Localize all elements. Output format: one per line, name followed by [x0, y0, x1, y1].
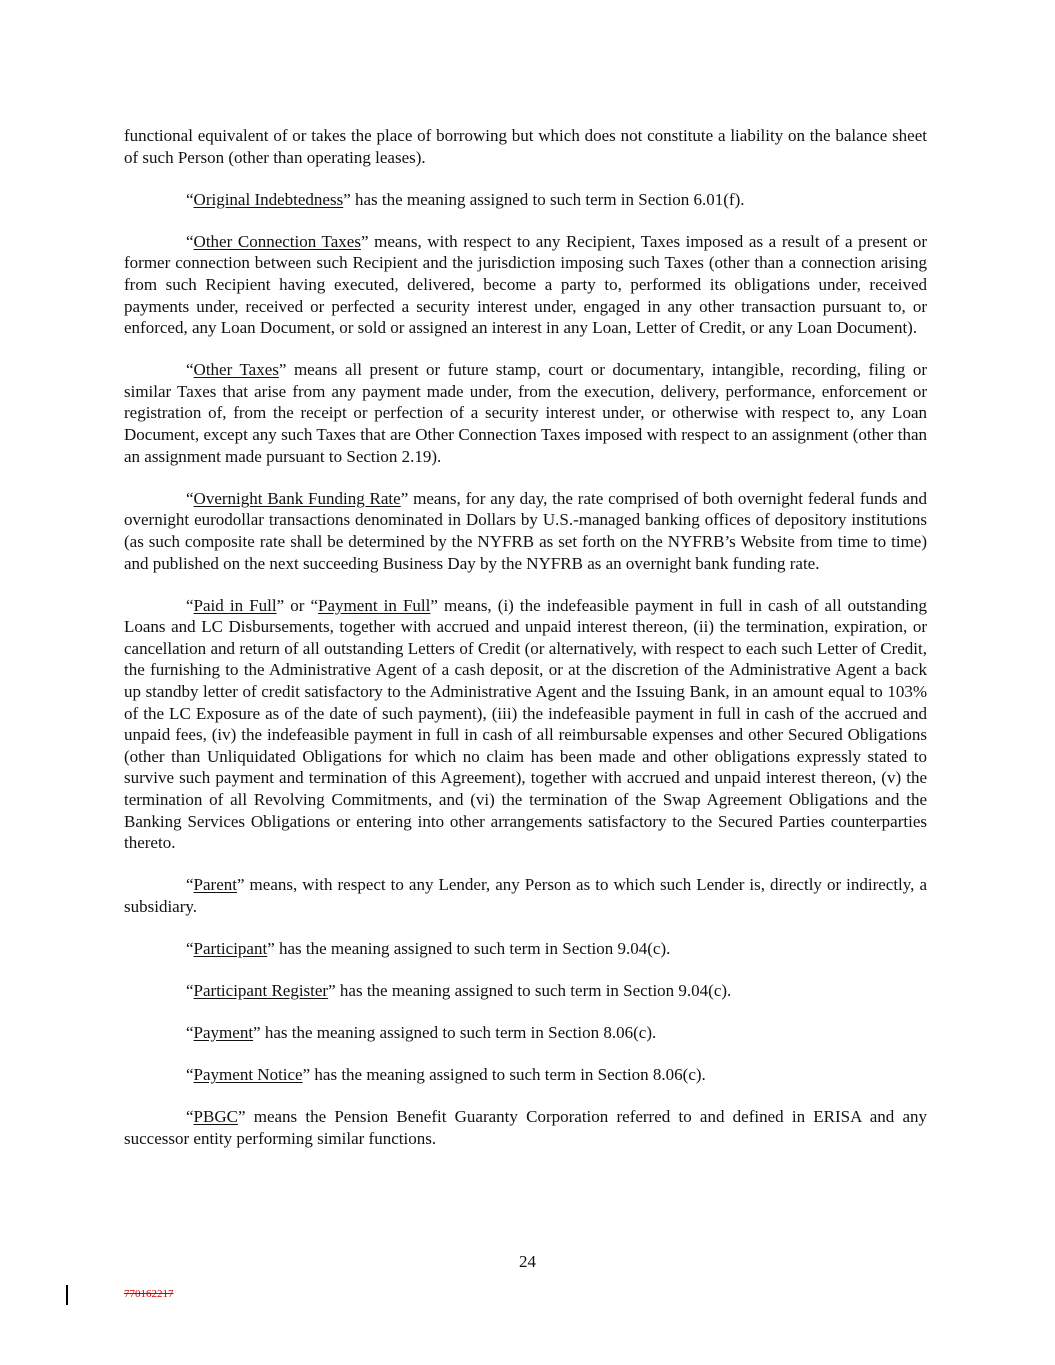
defined-term: Payment Notice	[193, 1065, 303, 1085]
defined-term: Payment	[193, 1023, 254, 1043]
defined-term: Participant Register	[193, 981, 329, 1000]
definition-pbgc: “PBGC” means the Pension Benefit Guaranty Corporation referred to and defined in ERISA and any successor entity performing similar functions.	[124, 1107, 927, 1148]
definition-payment: “Payment” has the meaning assigned to such term in Section 8.06(c).	[186, 1023, 657, 1043]
defined-term: Overnight Bank Funding Rate	[193, 488, 401, 508]
revision-change-bar	[66, 1285, 68, 1305]
definition-participant: “Participant” has the meaning assigned to such term in Section 9.04(c).	[186, 938, 671, 958]
defined-term: Parent	[193, 875, 237, 895]
definition-overnight-bank-funding-rate: “Overnight Bank Funding Rate” means, for any day, the rate comprised of both overnight federal funds and overnight eurodollar transactions denominated in Dollars by U.S.-managed banking offices of depository institutions (as such composite rate shall be determined by the NYFRB as set forth on the NYFRB’s Website from time to time) and published on the next succeeding Business Day by the NYFRB as an overnight bank funding rate.	[124, 488, 927, 573]
definition-paid-in-full: “Paid in Full” or “Payment in Full” means, (i) the indefeasible payment in full in cash of all outstanding Loans and LC Disbursements, together with accrued and unpaid interest thereon, (ii) the termination, expiration, or cancellation and return of all outstanding Letters of Credit (or alternatively, with respect to each such Letter of Credit, the furnishing to the Administrative Agent of a cash deposit, or at the discretion of the Administrative Agent a back up standby letter of credit satisfactory to the Administrative Agent and the Issuing Bank, in an amount equal to 103% of the LC Exposure as of the date of such payment), (iii) the indefeasible payment in full in cash of the accrued and unpaid fees, (iv) the indefeasible payment in full in cash of all reimbursable expenses and other Secured Obligations (other than Unliquidated Obligations for which no claim has been made and other obligations expressly stated to survive such payment and termination of this Agreement), together with accrued and unpaid interest thereon, (v) the termination of all Revolving Commitments, and (vi) the termination of the Swap Agreement Obligations and the Banking Services Obligations or entering into other arrangements satisfactory to the Secured Parties counterparties thereto.	[124, 595, 927, 853]
paragraph-continuation: functional equivalent of or takes the place of borrowing but which does not constitute a liability on the balance sheet of such Person (other than operating leases).	[124, 126, 927, 167]
definition-other-connection-taxes: “Other Connection Taxes” means, with respect to any Recipient, Taxes imposed as a result of a present or former connection between such Recipient and the jurisdiction imposing such Taxes (other than a connection arising from such Recipient having executed, delivered, become a party to, performed its obligations under, received payments under, received or perfected a security interest under, engaged in any other transaction pursuant to, or enforced, any Loan Document, or sold or assigned an interest in any Loan, Letter of Credit, or any Loan Document).	[124, 231, 927, 338]
defined-term: PBGC	[193, 1107, 238, 1127]
page-number: 24	[519, 1252, 536, 1271]
document-body	[124, 125, 927, 1170]
definition-other-taxes: “Other Taxes” means all present or future stamp, court or documentary, intangible, recording, filing or similar Taxes that arise from any payment made under, from the execution, delivery, performance, enforcement or registration of, from the receipt or perfection of a security interest under, or otherwise with respect to, any Loan Document, except any such Taxes that are Other Connection Taxes imposed with respect to an assignment (other than an assignment made pursuant to Section 2.19).	[124, 360, 927, 466]
defined-term: Original Indebtedness	[193, 189, 344, 209]
definition-original-indebtedness: “Original Indebtedness” has the meaning assigned to such term in Section 6.01(f).	[186, 189, 745, 209]
defined-term: Paid in Full	[193, 595, 277, 615]
defined-term: Other Connection Taxes	[193, 231, 361, 251]
defined-term: Other Taxes	[193, 360, 279, 380]
defined-term: Participant	[193, 938, 268, 958]
document-id: 770162217	[124, 1288, 174, 1300]
definition-parent: “Parent” means, with respect to any Lender, any Person as to which such Lender is, directly or indirectly, a subsidiary.	[124, 875, 927, 916]
definition-payment-notice: “Payment Notice” has the meaning assigned to such term in Section 8.06(c).	[186, 1065, 706, 1085]
defined-term: Payment in Full	[318, 595, 431, 615]
definition-participant-register: “Participant Register” has the meaning assigned to such term in Section 9.04(c).	[186, 981, 732, 1000]
